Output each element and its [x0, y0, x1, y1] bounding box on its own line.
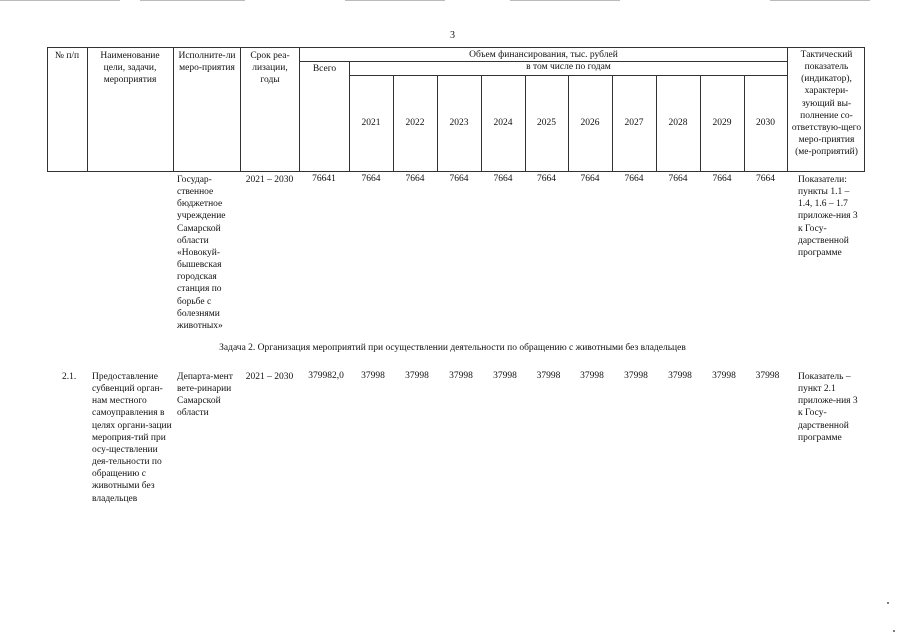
header-col-by-years: в том числе по годам — [526, 62, 611, 72]
row2-year-value: 37998 — [493, 371, 517, 381]
header-col-funding: Объем финансирования, тыс. рублей — [469, 50, 618, 60]
year-header-2025: 2025 — [537, 118, 556, 128]
header-vline — [349, 61, 350, 172]
header-col-num: № п/п — [54, 51, 80, 61]
scan-mark — [0, 0, 120, 1]
row2-year-value: 37998 — [580, 371, 604, 381]
year-header-2028: 2028 — [668, 118, 688, 128]
year-header-2026: 2026 — [580, 118, 600, 128]
header-vline — [87, 47, 88, 172]
header-col-total: Всего — [312, 64, 337, 74]
row1-year-value: 7664 — [493, 174, 513, 184]
header-vline — [787, 47, 788, 172]
row1-year-value: 7664 — [580, 174, 600, 184]
row2-year-value: 37998 — [361, 371, 385, 381]
row2-year-value: 37998 — [449, 371, 473, 381]
row2-total: 379982,0 — [308, 371, 344, 381]
row1-year-value: 7664 — [361, 174, 381, 184]
row1-year-value: 7664 — [537, 174, 556, 184]
row1-executor: Государ-ственное бюджетное учреждение Самарской области «Новокуй-бышевская городская станция по борьбе с болезнями животных» — [177, 175, 226, 331]
year-header-2027: 2027 — [624, 118, 644, 128]
row2-indicator: Показатель – пункт 2.1 приложе-ния 3 к Госу-дарственной программе — [798, 372, 858, 443]
row1-period: 2021 – 2030 — [245, 175, 294, 185]
header-col-indicator: Тактический показатель (индикатор), характери-зующий вы-полнение со-ответствую-щего меро-приятия (ме-роприятий) — [791, 50, 862, 158]
year-header-2024: 2024 — [493, 118, 513, 128]
row1-year-value: 7664 — [712, 174, 732, 184]
year-header-2023: 2023 — [449, 118, 469, 128]
page-number: 3 — [450, 30, 455, 41]
row1-year-value: 7664 — [624, 174, 644, 184]
scan-mark — [510, 0, 620, 1]
scan-speck — [893, 630, 895, 632]
row1-indicator: Показатели: пункты 1.1 – 1.4, 1.6 – 1.7 приложе-ния 3 к Госу-дарственной программе — [798, 175, 858, 258]
row2-num: 2.1. — [62, 372, 77, 382]
row2-year-value: 37998 — [668, 371, 692, 381]
row2-name: Предоставление субвенций орган-нам местного самоуправления в целях органи-зации мероприя-тий при осу-ществлении дея-тельности по обращению с животными без владельцев — [92, 372, 172, 504]
row1-year-value: 7664 — [405, 174, 425, 184]
row2-year-value: 37998 — [624, 371, 648, 381]
year-header-2029: 2029 — [712, 118, 732, 128]
row2-year-value: 37998 — [755, 371, 780, 381]
header-bottom-border — [47, 171, 865, 172]
header-col-executor: Исполните-ли меро-приятия — [178, 51, 236, 74]
header-vline — [864, 47, 865, 172]
row1-year-value: 7664 — [449, 174, 469, 184]
scan-mark — [770, 0, 870, 1]
scan-speck — [887, 602, 889, 604]
header-col-period: Срок реа-лизации, годы — [250, 51, 290, 86]
year-header-2030: 2030 — [756, 118, 775, 128]
row2-executor: Департа-мент вете-ринарии Самарской области — [177, 372, 233, 419]
row2-year-value: 37998 — [536, 371, 561, 381]
row2-year-value: 37998 — [405, 371, 429, 381]
year-header-2021: 2021 — [361, 118, 381, 128]
row2-year-value: 37998 — [712, 371, 736, 381]
year-header-2022: 2022 — [405, 118, 425, 128]
row1-year-value: 7664 — [668, 174, 688, 184]
header-col-name: Наименование цели, задачи, мероприятия — [100, 51, 160, 86]
row1-year-value: 7664 — [756, 174, 775, 184]
header-vline — [173, 47, 174, 172]
header-vline — [240, 47, 241, 172]
scan-mark — [345, 0, 445, 1]
scan-mark — [140, 0, 245, 1]
row2-period: 2021 – 2030 — [245, 372, 294, 382]
header-top-border — [47, 47, 865, 48]
row1-total: 76641 — [312, 174, 336, 184]
header-vline — [47, 47, 48, 172]
task-2-title: Задача 2. Организация мероприятий при осуществлении деятельности по обращению с животными без владельцев — [219, 343, 686, 353]
